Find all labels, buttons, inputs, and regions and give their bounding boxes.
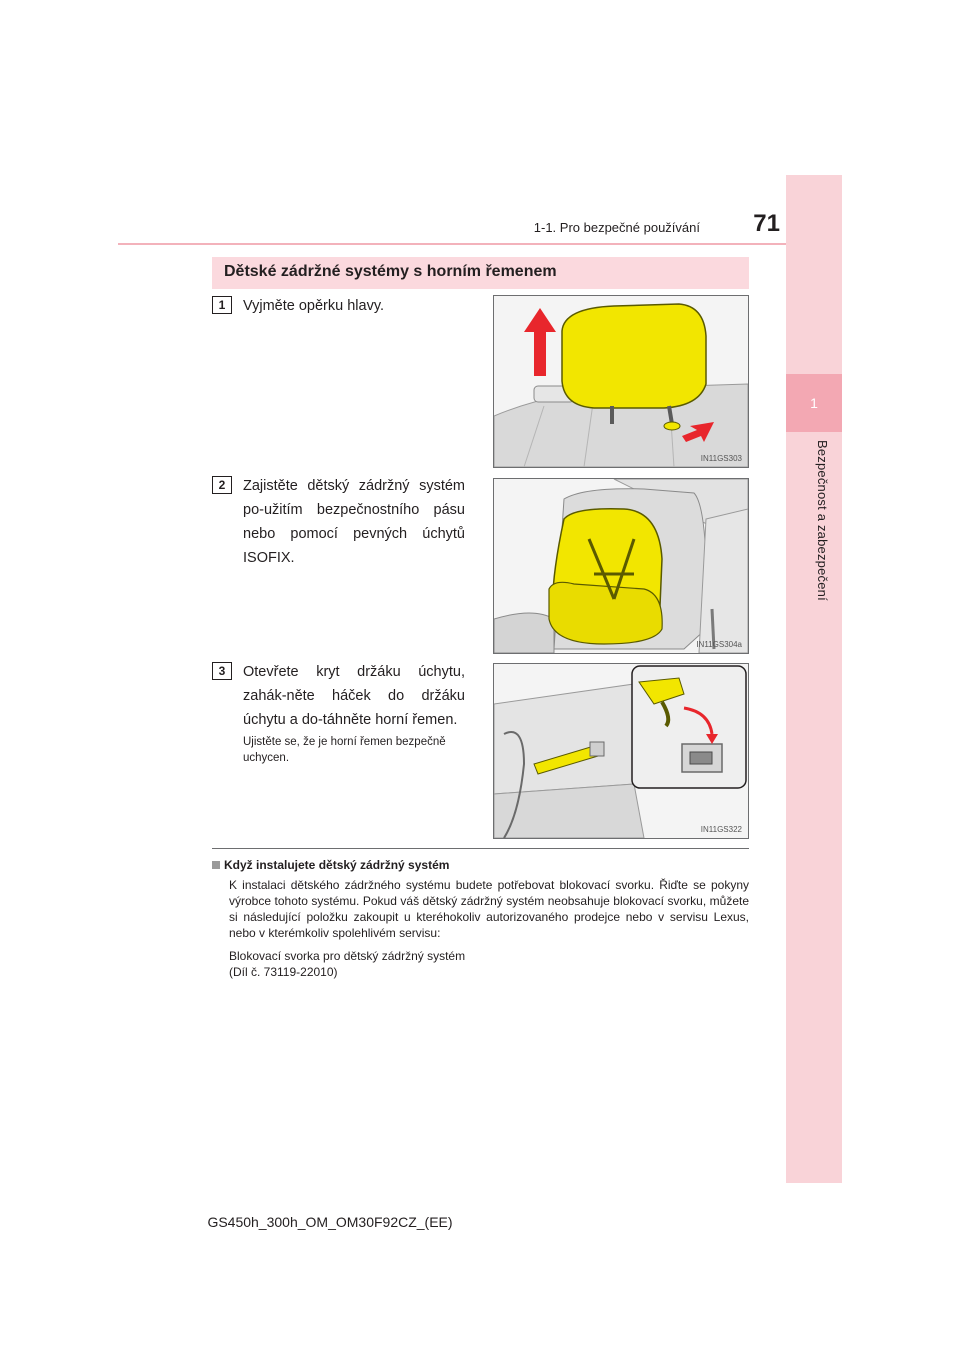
section-title-bar [212, 257, 749, 289]
step-text-3: Otevřete kryt držáku úchytu, zahák-něte háček do držáku úchytu a do-táhněte horní řemen. [243, 664, 465, 728]
chapter-side-tab [786, 175, 842, 1183]
note-heading-text: Když instalujete dětský zádržný systém [224, 858, 450, 872]
page-number: 71 [753, 210, 780, 237]
note-part [229, 948, 749, 980]
figure-code-1: IN11GS303 [700, 454, 742, 463]
chapter-title: Bezpečnost a zabezpečení [815, 440, 830, 601]
note-part-line1: Blokovací svorka pro dětský zádržný systém [229, 949, 466, 963]
note-divider [212, 848, 749, 849]
note-part-line2: (Díl č. 73119-22010) [229, 965, 338, 979]
running-header: 1-1. Pro bezpečné používání [533, 220, 700, 235]
header-rule [118, 243, 786, 245]
chapter-number: 1 [810, 395, 818, 411]
section-title: Dětské zádržné systémy s horním řemenem [224, 263, 557, 280]
chapter-number-box [786, 374, 842, 432]
figure-code-2: IN11GS304a [696, 640, 742, 649]
step-text-2: Zajistěte dětský zádržný systém po-užitím bezpečnostního pásu nebo pomocí pevných úchytů ISOFIX. [243, 478, 465, 566]
document-footer: GS450h_300h_OM_OM30F92CZ_(EE) [207, 1214, 453, 1230]
step-number-2: 2 [212, 476, 232, 494]
figure-code-3: IN11GS322 [700, 825, 742, 834]
note-body: K instalaci dětského zádržného systému budete potřebovat blokovací svorku. Řiďte se pokyny výrobce tohoto systému. Pokud váš dětský zádržný systém neobsahuje blokovací svorku, můžete si následující položku zakoupit u kteréhokoliv autorizovaného prodejce nebo v servisu Lexus, nebo v kterémkoliv spolehlivém servisu: [229, 878, 749, 940]
figure-top-strap-anchor [493, 663, 749, 839]
step-number-3: 3 [212, 662, 232, 680]
step-note-3: Ujistěte se, že je horní řemen bezpečně uchycen. [243, 736, 446, 764]
step-text-1: Vyjměte opěrku hlavy. [243, 298, 385, 314]
bullet-square-icon [212, 861, 220, 869]
step-number-1: 1 [212, 296, 232, 314]
note-heading [212, 858, 449, 872]
figure-child-seat-install [493, 478, 749, 654]
figure-headrest-removal [493, 295, 749, 468]
